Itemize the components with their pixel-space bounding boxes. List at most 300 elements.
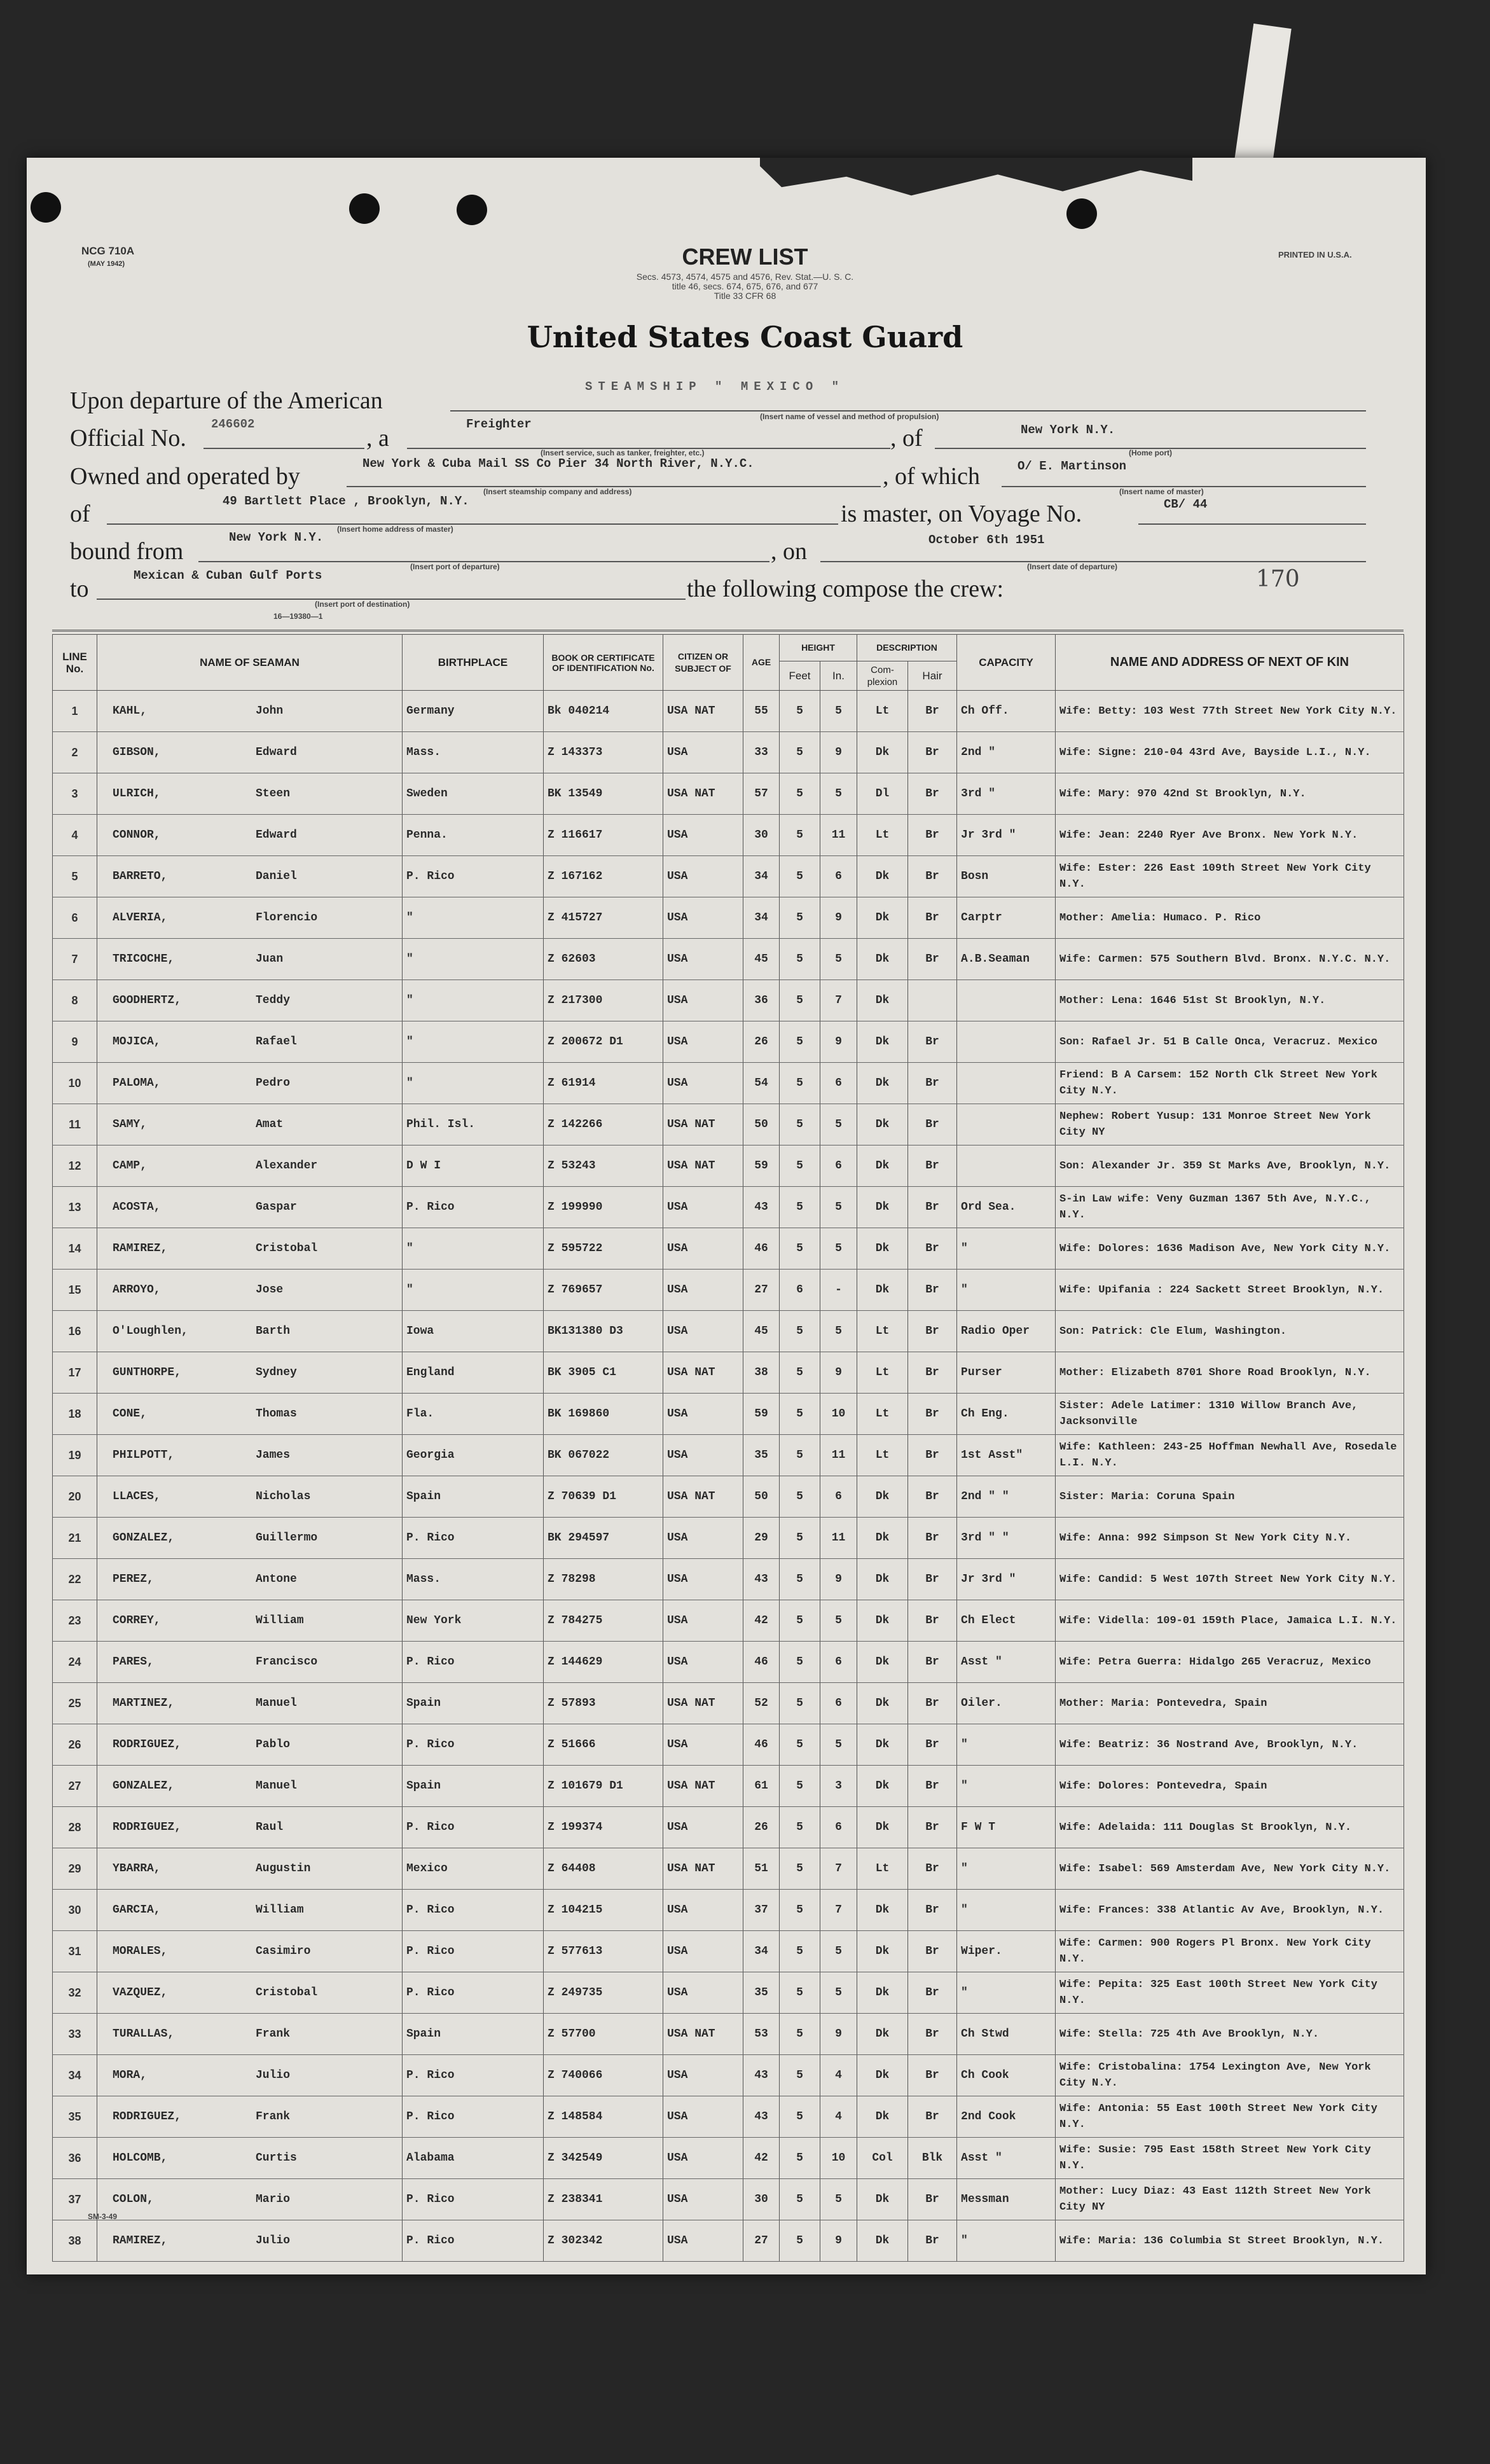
- row-complexion: Dk: [857, 1104, 908, 1145]
- row-height-feet: 5: [780, 1600, 820, 1642]
- row-birthplace: ": [403, 1228, 544, 1270]
- departure-label: Upon departure of the American: [70, 387, 383, 414]
- row-complexion: Lt: [857, 1352, 908, 1394]
- row-complexion: Lt: [857, 691, 908, 732]
- row-given-name: Thomas: [256, 1408, 297, 1420]
- bound-label: bound from: [70, 538, 184, 565]
- row-height-inches: 11: [820, 1435, 857, 1476]
- row-complexion: Dk: [857, 1559, 908, 1600]
- row-next-of-kin: Wife: Pepita: 325 East 100th Street New York City N.Y.: [1056, 1972, 1404, 2014]
- official-no-label: Official No.: [70, 425, 186, 452]
- row-citizenship: USA: [663, 2179, 743, 2220]
- row-birthplace: Penna.: [403, 815, 544, 856]
- row-height-inches: 6: [820, 1683, 857, 1724]
- row-citizenship: USA NAT: [663, 1766, 743, 1807]
- row-capacity: 2nd ": [957, 732, 1056, 773]
- row-given-name: Edward: [256, 829, 297, 841]
- row-certificate: Z 769657: [544, 1270, 663, 1311]
- row-line-number: 15: [53, 1270, 97, 1311]
- row-height-feet: 5: [780, 939, 820, 980]
- row-next-of-kin: Wife: Candid: 5 West 107th Street New York City N.Y.: [1056, 1559, 1404, 1600]
- row-seaman-name: [97, 1476, 403, 1518]
- crew-row: [53, 1063, 1404, 1104]
- row-hair: [908, 980, 957, 1021]
- row-height-feet: 5: [780, 980, 820, 1021]
- row-birthplace: Spain: [403, 2014, 544, 2055]
- row-surname: PARES,: [113, 1656, 154, 1668]
- row-certificate: BK 13549: [544, 773, 663, 815]
- row-hair: Br: [908, 1683, 957, 1724]
- row-height-feet: 5: [780, 1228, 820, 1270]
- row-surname: ULRICH,: [113, 787, 161, 800]
- row-height-feet: 5: [780, 856, 820, 897]
- row-certificate: Z 342549: [544, 2138, 663, 2179]
- crew-row: [53, 773, 1404, 815]
- row-complexion: Lt: [857, 815, 908, 856]
- date-hint: (Insert date of departure): [1027, 562, 1118, 571]
- crew-row: [53, 2014, 1404, 2055]
- row-height-inches: 6: [820, 1642, 857, 1683]
- row-birthplace: Mexico: [403, 1848, 544, 1890]
- row-seaman-name: [97, 1807, 403, 1848]
- row-seaman-name: [97, 1600, 403, 1642]
- row-surname: GONZALEZ,: [113, 1780, 175, 1792]
- row-height-inches: 7: [820, 1848, 857, 1890]
- row-height-inches: 5: [820, 1311, 857, 1352]
- row-seaman-name: [97, 1104, 403, 1145]
- row-age: 36: [743, 980, 780, 1021]
- row-hair: Br: [908, 1724, 957, 1766]
- row-given-name: John: [256, 705, 284, 717]
- row-height-inches: 5: [820, 1228, 857, 1270]
- row-citizenship: USA: [663, 1931, 743, 1972]
- row-capacity: Wiper.: [957, 1931, 1056, 1972]
- row-hair: Br: [908, 1600, 957, 1642]
- row-line-number: 35: [53, 2096, 97, 2138]
- row-capacity: Ch Eng.: [957, 1394, 1056, 1435]
- crew-row: [53, 1476, 1404, 1518]
- row-seaman-name: [97, 1021, 403, 1063]
- row-citizenship: USA NAT: [663, 1145, 743, 1187]
- row-certificate: BK 3905 C1: [544, 1352, 663, 1394]
- col-birthplace: BIRTHPLACE: [403, 635, 544, 691]
- row-surname: LLACES,: [113, 1490, 161, 1503]
- row-complexion: Dk: [857, 1766, 908, 1807]
- row-birthplace: ": [403, 939, 544, 980]
- row-citizenship: USA: [663, 1311, 743, 1352]
- row-height-inches: 7: [820, 980, 857, 1021]
- agency-heading: United States Coast Guard: [527, 320, 963, 354]
- row-height-inches: 6: [820, 856, 857, 897]
- row-citizenship: USA: [663, 1394, 743, 1435]
- col-feet: Feet: [780, 661, 820, 691]
- row-complexion: Dk: [857, 1890, 908, 1931]
- of-label-2: of: [70, 501, 90, 527]
- row-certificate: BK 169860: [544, 1394, 663, 1435]
- row-given-name: Florencio: [256, 911, 318, 924]
- row-hair: Br: [908, 1311, 957, 1352]
- crew-row: [53, 856, 1404, 897]
- row-age: 27: [743, 1270, 780, 1311]
- row-birthplace: Spain: [403, 1683, 544, 1724]
- row-given-name: Julio: [256, 2234, 291, 2247]
- row-certificate: Z 577613: [544, 1931, 663, 1972]
- row-height-inches: 5: [820, 1104, 857, 1145]
- master-address-line: [107, 523, 838, 525]
- row-citizenship: USA: [663, 1642, 743, 1683]
- row-certificate: BK131380 D3: [544, 1311, 663, 1352]
- row-next-of-kin: Son: Rafael Jr. 51 B Calle Onca, Veracruz. Mexico: [1056, 1021, 1404, 1063]
- row-height-inches: 5: [820, 1931, 857, 1972]
- row-given-name: Nicholas: [256, 1490, 311, 1503]
- row-surname: CORREY,: [113, 1614, 161, 1627]
- crew-row: [53, 1766, 1404, 1807]
- row-citizenship: USA NAT: [663, 1683, 743, 1724]
- row-capacity: Ch Cook: [957, 2055, 1056, 2096]
- compose-label: the following compose the crew:: [687, 576, 1004, 602]
- row-next-of-kin: Wife: Cristobalina: 1754 Lexington Ave, New York City N.Y.: [1056, 2055, 1404, 2096]
- row-capacity: Jr 3rd ": [957, 815, 1056, 856]
- row-surname: RODRIGUEZ,: [113, 1738, 182, 1751]
- row-birthplace: Iowa: [403, 1311, 544, 1352]
- row-certificate: Z 78298: [544, 1559, 663, 1600]
- crew-row: [53, 1972, 1404, 2014]
- row-next-of-kin: Sister: Adele Latimer: 1310 Willow Branch Ave, Jacksonville: [1056, 1394, 1404, 1435]
- row-citizenship: USA: [663, 1021, 743, 1063]
- row-hair: Br: [908, 1559, 957, 1600]
- row-seaman-name: [97, 1848, 403, 1890]
- row-given-name: Steen: [256, 787, 291, 800]
- row-hair: Br: [908, 2055, 957, 2096]
- row-hair: Br: [908, 1972, 957, 2014]
- row-height-feet: 5: [780, 1394, 820, 1435]
- row-capacity: Ord Sea.: [957, 1187, 1056, 1228]
- row-age: 59: [743, 1394, 780, 1435]
- row-birthplace: P. Rico: [403, 856, 544, 897]
- row-age: 35: [743, 1435, 780, 1476]
- row-height-feet: 5: [780, 1104, 820, 1145]
- home-port-value: New York N.Y.: [1021, 423, 1115, 437]
- row-certificate: Z 101679 D1: [544, 1766, 663, 1807]
- row-height-feet: 5: [780, 2179, 820, 2220]
- row-birthplace: P. Rico: [403, 1187, 544, 1228]
- row-height-inches: 9: [820, 1559, 857, 1600]
- row-next-of-kin: Wife: Susie: 795 East 158th Street New York City N.Y.: [1056, 2138, 1404, 2179]
- row-age: 30: [743, 2179, 780, 2220]
- crew-table-body: [53, 691, 1404, 2262]
- row-given-name: William: [256, 1614, 304, 1627]
- row-next-of-kin: Wife: Carmen: 575 Southern Blvd. Bronx. N.Y.C. N.Y.: [1056, 939, 1404, 980]
- row-citizenship: USA: [663, 939, 743, 980]
- crew-row: [53, 2220, 1404, 2262]
- row-certificate: Z 249735: [544, 1972, 663, 2014]
- row-citizenship: USA: [663, 1600, 743, 1642]
- row-given-name: Rafael: [256, 1035, 297, 1048]
- row-complexion: Dk: [857, 897, 908, 939]
- row-hair: Br: [908, 1518, 957, 1559]
- row-age: 43: [743, 2055, 780, 2096]
- row-complexion: Col: [857, 2138, 908, 2179]
- row-surname: HOLCOMB,: [113, 2152, 168, 2164]
- row-height-feet: 5: [780, 2014, 820, 2055]
- row-seaman-name: [97, 980, 403, 1021]
- row-complexion: Lt: [857, 1394, 908, 1435]
- row-capacity: 3rd " ": [957, 1518, 1056, 1559]
- row-citizenship: USA NAT: [663, 1104, 743, 1145]
- row-next-of-kin: Wife: Antonia: 55 East 100th Street New York City N.Y.: [1056, 2096, 1404, 2138]
- row-seaman-name: [97, 1890, 403, 1931]
- row-seaman-name: [97, 856, 403, 897]
- row-citizenship: USA NAT: [663, 1848, 743, 1890]
- master-voyage-label: is master, on Voyage No.: [841, 501, 1082, 527]
- punch-hole: [457, 195, 487, 225]
- paper-tab: [1233, 24, 1291, 174]
- crew-row: [53, 1145, 1404, 1187]
- row-complexion: Dk: [857, 1518, 908, 1559]
- row-given-name: Juan: [256, 953, 284, 966]
- row-height-feet: 5: [780, 1848, 820, 1890]
- printed-notice: PRINTED IN U.S.A.: [1278, 250, 1352, 260]
- row-next-of-kin: Wife: Maria: 136 Columbia St Street Brooklyn, N.Y.: [1056, 2220, 1404, 2262]
- row-height-feet: 5: [780, 1890, 820, 1931]
- row-birthplace: Mass.: [403, 732, 544, 773]
- row-surname: RODRIGUEZ,: [113, 2110, 182, 2123]
- crew-row: [53, 1352, 1404, 1394]
- row-capacity: Purser: [957, 1352, 1056, 1394]
- row-height-inches: 5: [820, 691, 857, 732]
- row-complexion: Dk: [857, 732, 908, 773]
- crew-row: [53, 732, 1404, 773]
- row-age: 26: [743, 1807, 780, 1848]
- row-next-of-kin: Wife: Carmen: 900 Rogers Pl Bronx. New York City N.Y.: [1056, 1931, 1404, 1972]
- statute-line: title 46, secs. 674, 675, 676, and 677: [672, 281, 818, 291]
- row-height-feet: 5: [780, 1559, 820, 1600]
- row-capacity: ": [957, 1270, 1056, 1311]
- row-age: 42: [743, 2138, 780, 2179]
- row-certificate: Z 53243: [544, 1145, 663, 1187]
- row-given-name: Curtis: [256, 2152, 297, 2164]
- row-age: 43: [743, 1187, 780, 1228]
- row-certificate: Z 57700: [544, 2014, 663, 2055]
- row-line-number: 24: [53, 1642, 97, 1683]
- owner-hint: (Insert steamship company and address): [483, 487, 632, 496]
- row-birthplace: Spain: [403, 1476, 544, 1518]
- row-capacity: Bosn: [957, 856, 1056, 897]
- row-seaman-name: [97, 1270, 403, 1311]
- row-hair: Br: [908, 1766, 957, 1807]
- row-age: 38: [743, 1352, 780, 1394]
- row-capacity: Ch Stwd: [957, 2014, 1056, 2055]
- row-line-number: 30: [53, 1890, 97, 1931]
- row-certificate: Z 144629: [544, 1642, 663, 1683]
- row-next-of-kin: Wife: Jean: 2240 Ryer Ave Bronx. New York N.Y.: [1056, 815, 1404, 856]
- row-complexion: Dk: [857, 1972, 908, 2014]
- row-given-name: Mario: [256, 2193, 291, 2206]
- departure-port-value: New York N.Y.: [229, 530, 324, 544]
- row-hair: Br: [908, 939, 957, 980]
- row-given-name: Julio: [256, 2069, 291, 2082]
- row-capacity: 3rd ": [957, 773, 1056, 815]
- row-given-name: James: [256, 1449, 291, 1462]
- row-next-of-kin: Mother: Maria: Pontevedra, Spain: [1056, 1683, 1404, 1724]
- row-next-of-kin: Wife: Frances: 338 Atlantic Av Ave, Brooklyn, N.Y.: [1056, 1890, 1404, 1931]
- row-height-inches: 4: [820, 2096, 857, 2138]
- col-hair: Hair: [908, 661, 957, 691]
- row-height-inches: 9: [820, 1021, 857, 1063]
- row-certificate: Z 784275: [544, 1600, 663, 1642]
- row-line-number: 8: [53, 980, 97, 1021]
- row-citizenship: USA NAT: [663, 1352, 743, 1394]
- row-age: 26: [743, 1021, 780, 1063]
- row-certificate: Bk 040214: [544, 691, 663, 732]
- punch-hole: [1066, 198, 1097, 229]
- row-birthplace: P. Rico: [403, 1642, 544, 1683]
- row-next-of-kin: Mother: Lucy Diaz: 43 East 112th Street New York City NY: [1056, 2179, 1404, 2220]
- crew-row: [53, 1807, 1404, 1848]
- row-complexion: Dk: [857, 1187, 908, 1228]
- row-birthplace: Fla.: [403, 1394, 544, 1435]
- row-age: 29: [743, 1518, 780, 1559]
- row-complexion: Dk: [857, 1228, 908, 1270]
- row-age: 42: [743, 1600, 780, 1642]
- row-age: 45: [743, 1311, 780, 1352]
- row-citizenship: USA: [663, 2220, 743, 2262]
- row-height-feet: 5: [780, 1063, 820, 1104]
- row-next-of-kin: Wife: Anna: 992 Simpson St New York City N.Y.: [1056, 1518, 1404, 1559]
- row-citizenship: USA: [663, 980, 743, 1021]
- row-seaman-name: [97, 939, 403, 980]
- footer-code: SM-3-49: [88, 2212, 118, 2221]
- crew-row: [53, 897, 1404, 939]
- row-seaman-name: [97, 773, 403, 815]
- row-citizenship: USA: [663, 1270, 743, 1311]
- row-given-name: Antone: [256, 1573, 297, 1586]
- row-height-feet: 5: [780, 1476, 820, 1518]
- row-complexion: Lt: [857, 1435, 908, 1476]
- row-capacity: [957, 1104, 1056, 1145]
- crew-row: [53, 1890, 1404, 1931]
- row-complexion: Dk: [857, 2096, 908, 2138]
- row-seaman-name: [97, 1766, 403, 1807]
- row-next-of-kin: Sister: Maria: Coruna Spain: [1056, 1476, 1404, 1518]
- row-capacity: F W T: [957, 1807, 1056, 1848]
- row-given-name: Frank: [256, 2028, 291, 2040]
- row-citizenship: USA: [663, 1724, 743, 1766]
- col-inches: In.: [820, 661, 857, 691]
- row-surname: PALOMA,: [113, 1077, 161, 1090]
- row-height-feet: 5: [780, 1311, 820, 1352]
- row-seaman-name: [97, 1187, 403, 1228]
- row-citizenship: USA: [663, 1972, 743, 2014]
- row-line-number: 4: [53, 815, 97, 856]
- row-complexion: Dk: [857, 2220, 908, 2262]
- row-complexion: Dk: [857, 1145, 908, 1187]
- form-number-text: NCG 710A: [81, 245, 135, 257]
- row-line-number: 26: [53, 1724, 97, 1766]
- service-hint: (Insert service, such as tanker, freighter, etc.): [541, 448, 705, 457]
- row-hair: Br: [908, 1476, 957, 1518]
- owned-label: Owned and operated by: [70, 463, 300, 490]
- row-birthplace: P. Rico: [403, 2096, 544, 2138]
- row-given-name: Barth: [256, 1325, 291, 1338]
- row-line-number: 5: [53, 856, 97, 897]
- destination-hint: (Insert port of destination): [315, 600, 410, 609]
- row-line-number: 6: [53, 897, 97, 939]
- row-certificate: Z 740066: [544, 2055, 663, 2096]
- row-hair: Br: [908, 1270, 957, 1311]
- row-line-number: 18: [53, 1394, 97, 1435]
- row-line-number: 9: [53, 1021, 97, 1063]
- row-height-inches: 5: [820, 1187, 857, 1228]
- row-certificate: Z 148584: [544, 2096, 663, 2138]
- crew-row: [53, 1435, 1404, 1476]
- row-line-number: 31: [53, 1931, 97, 1972]
- form-title: CREW LIST: [682, 244, 808, 270]
- row-given-name: Teddy: [256, 994, 291, 1007]
- row-seaman-name: [97, 1228, 403, 1270]
- crew-row: [53, 1642, 1404, 1683]
- row-surname: COLON,: [113, 2193, 154, 2206]
- row-age: 53: [743, 2014, 780, 2055]
- row-seaman-name: [97, 1352, 403, 1394]
- crew-row: [53, 1518, 1404, 1559]
- row-given-name: Francisco: [256, 1656, 318, 1668]
- row-hair: Br: [908, 732, 957, 773]
- row-given-name: Pablo: [256, 1738, 291, 1751]
- row-surname: SAMY,: [113, 1118, 148, 1131]
- home-port-hint: (Home port): [1129, 448, 1172, 457]
- row-surname: GOODHERTZ,: [113, 994, 182, 1007]
- row-hair: Br: [908, 2179, 957, 2220]
- row-citizenship: USA: [663, 2096, 743, 2138]
- row-capacity: ": [957, 1890, 1056, 1931]
- row-citizenship: USA: [663, 1187, 743, 1228]
- row-given-name: Jose: [256, 1284, 284, 1296]
- row-given-name: Augustin: [256, 1862, 311, 1875]
- punch-hole: [31, 192, 61, 223]
- row-seaman-name: [97, 2179, 403, 2220]
- row-height-inches: 3: [820, 1766, 857, 1807]
- row-complexion: Dk: [857, 1063, 908, 1104]
- row-citizenship: USA: [663, 1559, 743, 1600]
- row-certificate: BK 294597: [544, 1518, 663, 1559]
- row-surname: ACOSTA,: [113, 1201, 161, 1214]
- row-citizenship: USA: [663, 2138, 743, 2179]
- row-height-feet: 5: [780, 897, 820, 939]
- row-next-of-kin: Wife: Kathleen: 243-25 Hoffman Newhall Ave, Rosedale L.I. N.Y.: [1056, 1435, 1404, 1476]
- row-surname: BARRETO,: [113, 870, 168, 883]
- row-citizenship: USA: [663, 1807, 743, 1848]
- crew-row: [53, 1559, 1404, 1600]
- crew-row: [53, 1270, 1404, 1311]
- on-label: , on: [771, 538, 807, 565]
- statute-line: Title 33 CFR 68: [714, 291, 776, 301]
- row-complexion: Dk: [857, 1270, 908, 1311]
- row-citizenship: USA: [663, 1518, 743, 1559]
- row-surname: CAMP,: [113, 1159, 148, 1172]
- row-given-name: Cristobal: [256, 1986, 318, 1999]
- row-surname: GIBSON,: [113, 746, 161, 759]
- row-birthplace: New York: [403, 1600, 544, 1642]
- row-birthplace: ": [403, 1021, 544, 1063]
- row-height-feet: 5: [780, 2096, 820, 2138]
- row-seaman-name: [97, 691, 403, 732]
- col-book: BOOK OR CERTIFICATE OF IDENTIFICATION No.: [544, 635, 663, 691]
- row-height-inches: 6: [820, 1063, 857, 1104]
- row-height-feet: 5: [780, 773, 820, 815]
- row-seaman-name: [97, 1724, 403, 1766]
- row-capacity: Asst ": [957, 1642, 1056, 1683]
